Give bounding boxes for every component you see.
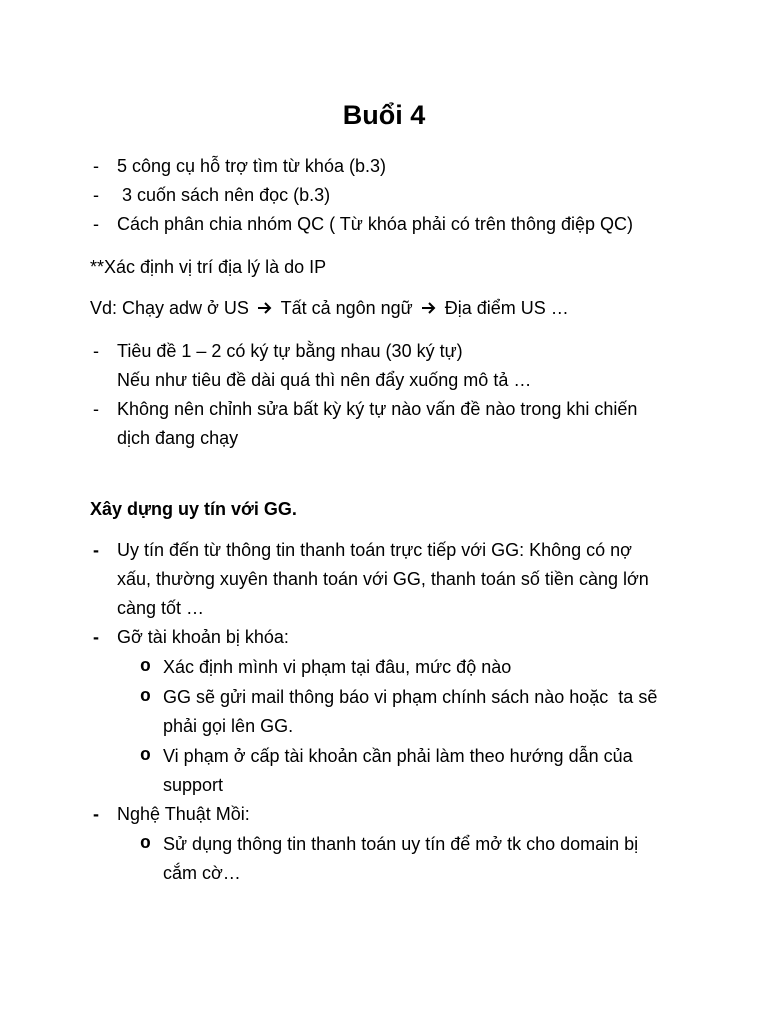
list-dash: - xyxy=(93,399,99,419)
list-item-line: Gỡ tài khoản bị khóa: xyxy=(117,627,289,647)
example-line xyxy=(90,296,569,320)
page-title: Buổi 4 xyxy=(342,100,426,130)
list-dash: - xyxy=(93,627,99,647)
sub-item-line: cắm cờ… xyxy=(163,863,241,883)
sub-item-line: Vi phạm ở cấp tài khoản cần phải làm theo hướng dẫn của xyxy=(163,746,633,766)
ip-note: **Xác định vị trí địa lý là do IP xyxy=(90,257,327,277)
sub-item-line: Sử dụng thông tin thanh toán uy tín để mở tk cho domain bị xyxy=(163,834,639,854)
sub-item-line: Xác định mình vi phạm tại đâu, mức độ nào xyxy=(163,657,512,677)
list-item-line: Tiêu đề 1 – 2 có ký tự bằng nhau (30 ký tự) xyxy=(117,341,463,361)
list-item-line: Không nên chỉnh sửa bất kỳ ký tự nào vấn đề nào trong khi chiến xyxy=(117,399,638,419)
section-heading: Xây dựng uy tín với GG. xyxy=(90,499,297,519)
list-dash: - xyxy=(93,185,99,205)
sub-bullet: o xyxy=(140,746,151,766)
sub-bullet: o xyxy=(140,657,151,677)
list-dash: - xyxy=(93,156,99,176)
list-item-line: Nếu như tiêu đề dài quá thì nên đẩy xuống mô tả … xyxy=(117,370,532,390)
list-item-line: dịch đang chạy xyxy=(117,428,239,448)
list-dash: - xyxy=(93,341,99,361)
list-dash: - xyxy=(93,540,99,560)
list-item: 5 công cụ hỗ trợ tìm từ khóa (b.3) xyxy=(117,156,386,176)
example-part-3: Địa điểm US … xyxy=(444,298,569,318)
sub-item-line: phải gọi lên GG. xyxy=(163,716,294,736)
list-item-line: càng tốt … xyxy=(117,598,205,618)
sub-bullet: o xyxy=(140,687,151,707)
list-dash: - xyxy=(93,214,99,234)
list-item-line: xấu, thường xuyên thanh toán với GG, thanh toán số tiền càng lớn xyxy=(117,569,649,589)
example-part-1: Vd: Chạy adw ở US xyxy=(90,298,249,318)
arrow-right-icon xyxy=(257,301,273,315)
list-item: 3 cuốn sách nên đọc (b.3) xyxy=(117,185,331,205)
list-item-line: Nghệ Thuật Mồi: xyxy=(117,804,250,824)
list-item-line: Uy tín đến từ thông tin thanh toán trực tiếp với GG: Không có nợ xyxy=(117,540,632,560)
sub-bullet: o xyxy=(140,834,151,854)
list-item: Cách phân chia nhóm QC ( Từ khóa phải có trên thông điệp QC) xyxy=(117,214,633,234)
example-part-2: Tất cả ngôn ngữ xyxy=(280,298,413,318)
list-dash: - xyxy=(93,804,99,824)
sub-item-line: support xyxy=(163,775,224,795)
sub-item-line: GG sẽ gửi mail thông báo vi phạm chính sách nào hoặc ta sẽ xyxy=(163,687,658,707)
arrow-right-icon xyxy=(421,301,437,315)
